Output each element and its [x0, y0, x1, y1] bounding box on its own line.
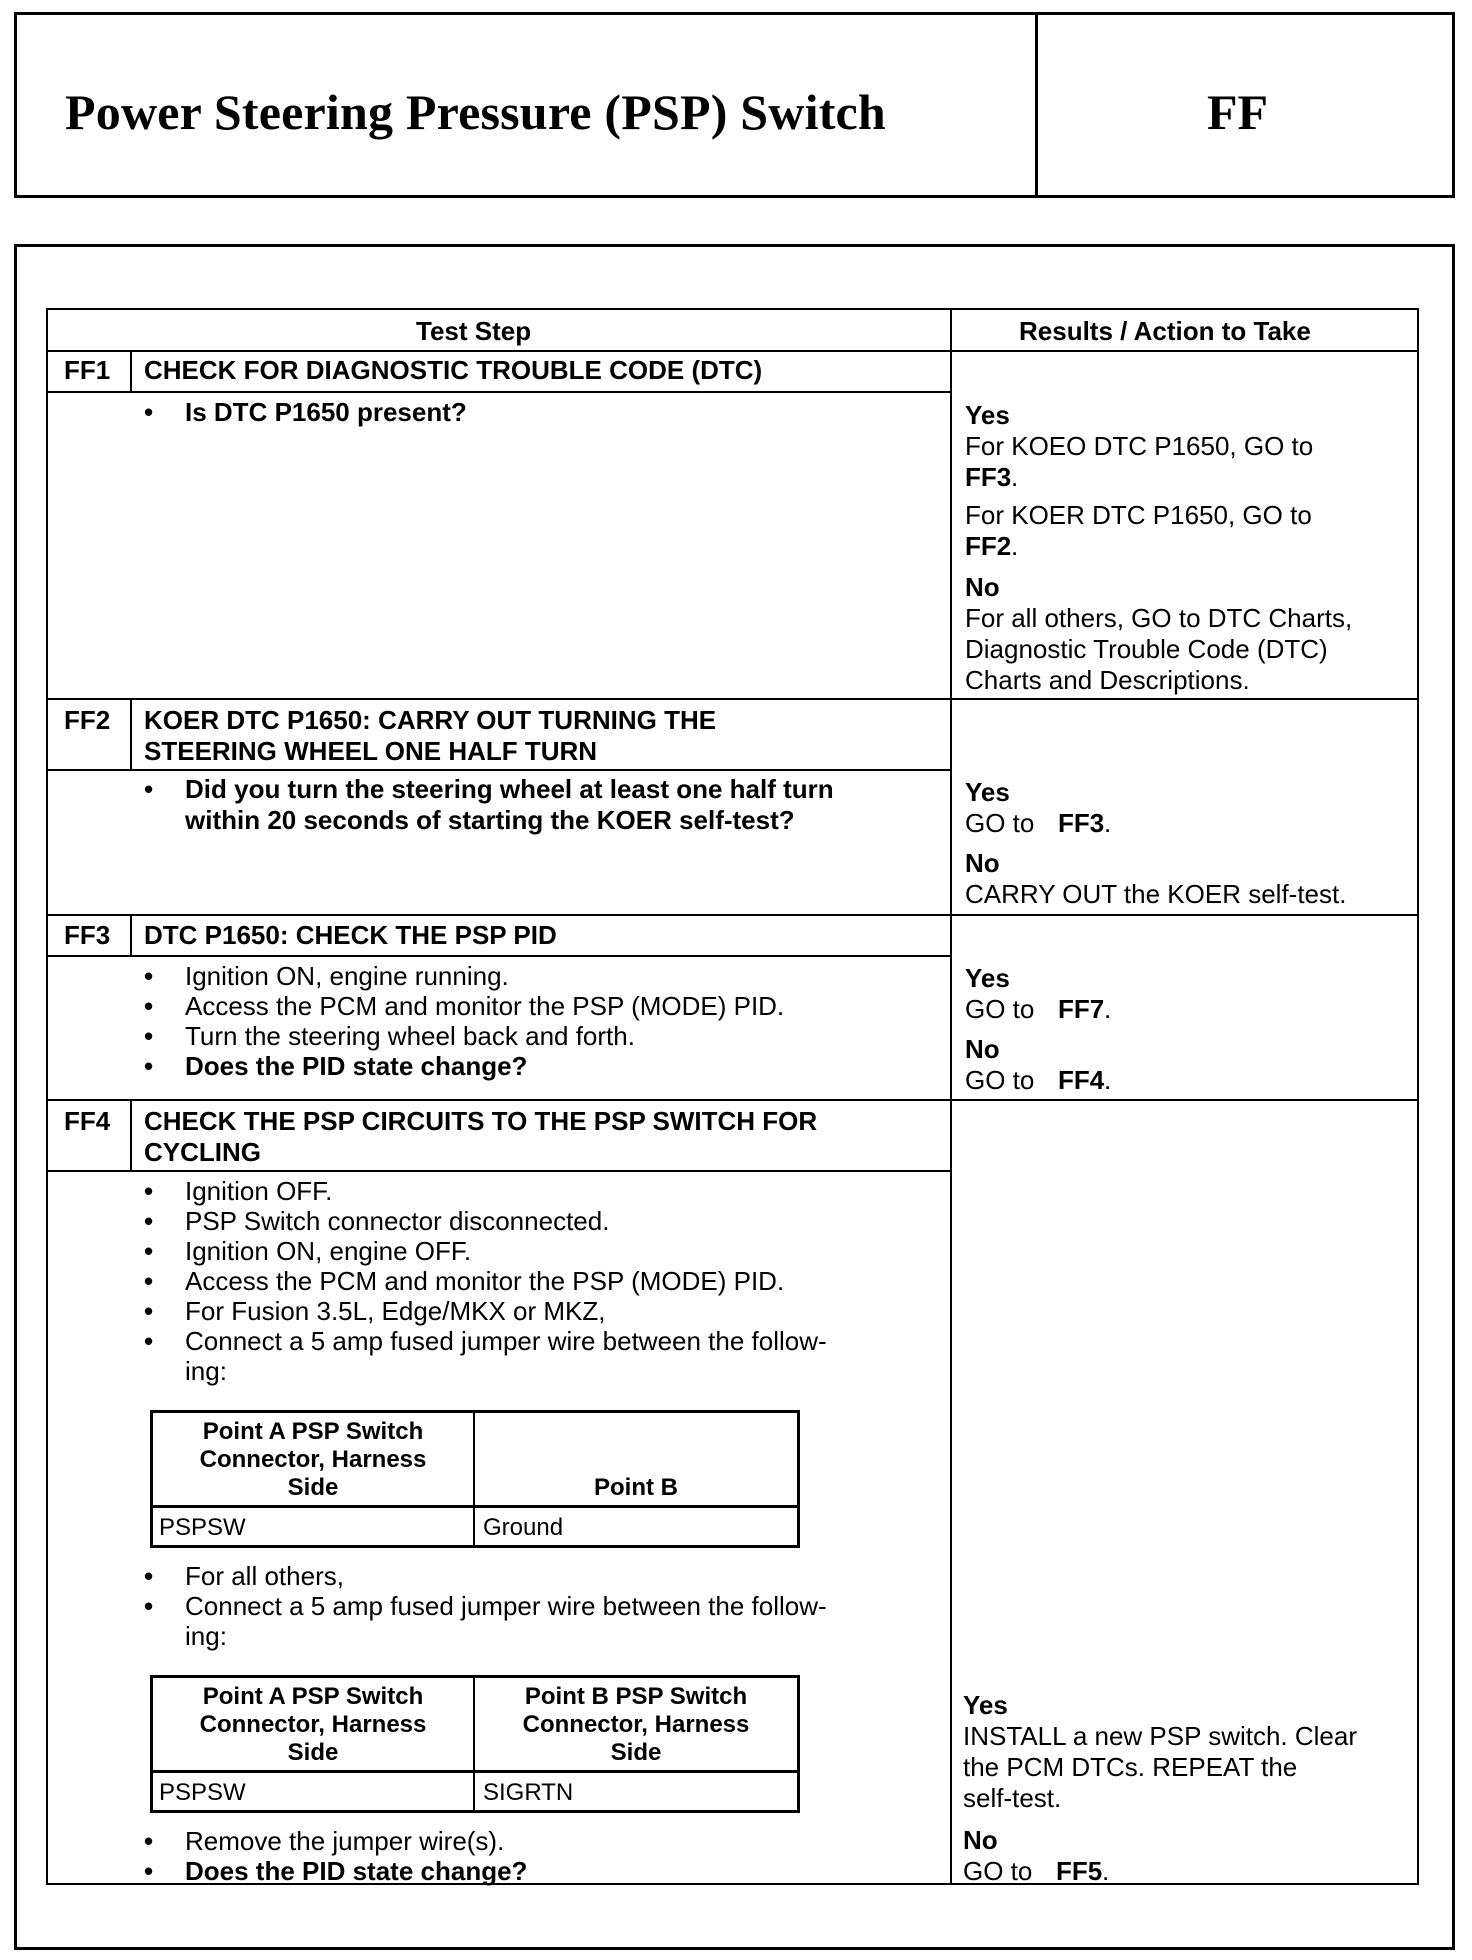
list-item-continuation: within 20 seconds of starting the KOER self-test? — [185, 805, 795, 835]
no-label: No — [965, 1034, 1000, 1064]
table-cell: PSPSW — [159, 1779, 246, 1806]
step-title-ff2: KOER DTC P1650: CARRY OUT TURNING THE — [144, 705, 717, 735]
step-reference: FF7 — [1058, 994, 1105, 1024]
step-title-ff1: CHECK FOR DIAGNOSTIC TROUBLE CODE (DTC) — [144, 355, 763, 385]
row-divider — [48, 914, 1417, 916]
list-item-continuation: ing: — [185, 1356, 227, 1386]
table-header: Side — [287, 1739, 339, 1766]
table-header: Connector, Harness — [522, 1711, 750, 1738]
result-text: CARRY OUT the KOER self-test. — [965, 879, 1347, 909]
cell-divider — [153, 1505, 797, 1508]
period: . — [1011, 531, 1019, 561]
yes-label: Yes — [963, 1690, 1008, 1720]
list-item-continuation: ing: — [185, 1621, 227, 1651]
diagnostic-table: Test Step Results / Action to Take FF1 CHECK FOR DIAGNOSTIC TROUBLE CODE (DTC) • Is DTC P1650 present? Yes For KOEO DTC P1650, GO to FF3 . For KOER DTC P1650, GO to FF2 . No For all others, GO to DTC Charts, Diagnostic Trouble Code (DTC) Charts and Descriptions. FF2 KOER DTC P1650: CARRY OUT TURNING THE STEERING WHEEL ONE HALF TURN • Did you turn the steering wheel at least one half turn within 20 seconds of starting the KOER self-test? Yes GO to FF3 . No CARRY OUT the KOER self-test. FF3 DTC P1650: CHECK THE PSP PID • Ignition ON, engine running. • Access the PCM and monitor the PSP (MODE) PID. • Turn the steering wheel back and forth. • Does the PID state change? Yes GO to FF7 . No GO to FF4 . FF4 CHECK THE PSP CIRCUITS TO THE PSP SWITCH FOR CYCLING • Ignition OFF. • PSP Switch connector disconnected. • Ignition ON, engine OFF. • Access the PCM and monitor the PSP (MODE) PID. • For Fusion 3.5L, Edge/MKX or MKZ, • Connect a 5 amp fused jumper wire between the follow- ing: Point A PSP Switch Connector, Harness Side Point B PSPSW Ground • For all others, • Connect a 5 amp fused jumper wire between the follow- ing: Point A PSP Switch Connector, Harness Side Point B PSP Switch Connector, Harness Side PSPSW SIGRTN • Remove the jumper wire(s). • Does the PID state change? Yes INSTALL a new PSP switch. Clear the PCM DTCs. REPEAT the self-test. No GO to FF5 . — [46, 308, 1419, 1885]
title-box — [14, 12, 1455, 198]
step-id-ff1: FF1 — [64, 355, 111, 385]
table-header: Point B — [594, 1474, 678, 1501]
result-text: GO to — [965, 994, 1035, 1024]
period: . — [1104, 808, 1112, 838]
result-text: For KOER DTC P1650, GO to — [965, 500, 1312, 530]
step-title-divider — [48, 769, 951, 771]
result-text: For all others, GO to DTC Charts, — [965, 603, 1353, 633]
table-cell: SIGRTN — [483, 1779, 574, 1806]
jumper-table-2 — [150, 1675, 800, 1813]
id-divider — [130, 914, 132, 956]
result-text: For KOEO DTC P1650, GO to — [965, 431, 1314, 461]
step-id-ff2: FF2 — [64, 705, 111, 735]
table-cell: Ground — [483, 1514, 564, 1541]
step-id-ff4: FF4 — [64, 1106, 111, 1136]
step-title-ff3: DTC P1650: CHECK THE PSP PID — [144, 920, 557, 950]
step-title-divider — [48, 955, 951, 957]
table-header: Point A PSP Switch — [202, 1683, 424, 1710]
step-title-ff2: STEERING WHEEL ONE HALF TURN — [144, 736, 598, 766]
step-title-divider — [48, 1170, 951, 1172]
step-reference: FF4 — [1058, 1065, 1105, 1095]
yes-label: Yes — [965, 777, 1010, 807]
yes-label: Yes — [965, 400, 1010, 430]
step-title-ff4: CHECK THE PSP CIRCUITS TO THE PSP SWITCH FOR — [144, 1106, 818, 1136]
column-divider — [950, 310, 952, 1883]
id-divider — [130, 350, 132, 392]
step-title-divider — [48, 391, 951, 393]
step-reference: FF5 — [1056, 1856, 1103, 1886]
step-title-ff4: CYCLING — [144, 1137, 261, 1167]
id-divider — [130, 1099, 132, 1171]
result-text: INSTALL a new PSP switch. Clear — [963, 1721, 1358, 1751]
table-header: Point A PSP Switch — [202, 1418, 424, 1445]
row-divider — [48, 1099, 1417, 1101]
period: . — [1102, 1856, 1110, 1886]
jumper-table-1 — [150, 1410, 800, 1548]
table-cell: PSPSW — [159, 1514, 246, 1541]
no-label: No — [963, 1825, 998, 1855]
result-text: GO to — [965, 1065, 1035, 1095]
step-reference: FF3 — [965, 462, 1012, 492]
section-code: FF — [1207, 84, 1269, 140]
table-header: Connector, Harness — [199, 1446, 427, 1473]
result-text: Diagnostic Trouble Code (DTC) — [965, 634, 1328, 664]
step-reference: FF3 — [1058, 808, 1105, 838]
result-text: the PCM DTCs. REPEAT the — [963, 1752, 1298, 1782]
result-text: self-test. — [963, 1783, 1062, 1813]
no-label: No — [965, 572, 1000, 602]
table-header: Point B PSP Switch — [524, 1683, 748, 1710]
row-divider — [48, 698, 1417, 700]
step-reference: FF2 — [965, 531, 1012, 561]
result-text: GO to — [965, 808, 1035, 838]
id-divider — [130, 698, 132, 770]
result-text: Charts and Descriptions. — [965, 665, 1250, 695]
period: . — [1011, 462, 1019, 492]
page-title: Power Steering Pressure (PSP) Switch — [65, 84, 886, 140]
period: . — [1104, 994, 1112, 1024]
result-text: GO to — [963, 1856, 1033, 1886]
step-id-ff3: FF3 — [64, 920, 111, 950]
yes-label: Yes — [965, 963, 1010, 993]
results-header: Results / Action to Take — [1019, 316, 1311, 346]
header-divider — [48, 350, 1417, 352]
table-header: Side — [287, 1474, 339, 1501]
cell-divider — [153, 1770, 797, 1773]
period: . — [1104, 1065, 1112, 1095]
test-step-header: Test Step — [416, 316, 532, 346]
table-header: Connector, Harness — [199, 1711, 427, 1738]
table-header: Side — [610, 1739, 662, 1766]
no-label: No — [965, 848, 1000, 878]
title-divider — [1035, 15, 1038, 195]
